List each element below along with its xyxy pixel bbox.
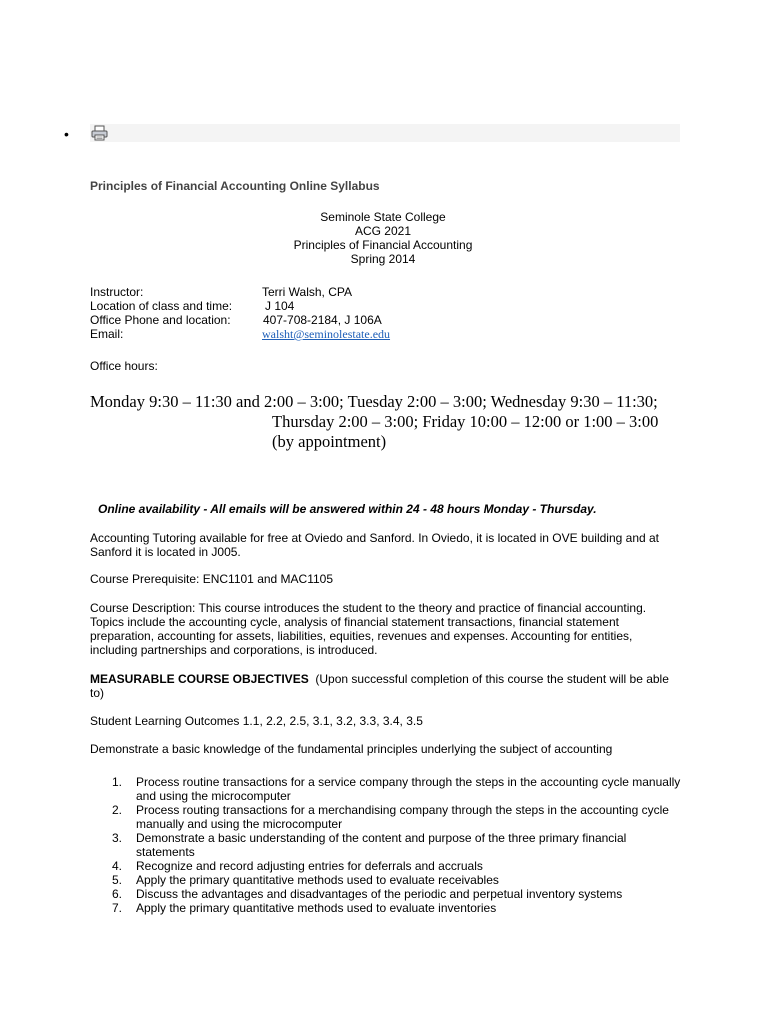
list-item xyxy=(90,873,690,887)
text-line: Accounting Tutoring available for free at Oviedo and Sanford. In Oviedo, it is located in OVE building and at xyxy=(90,531,660,545)
text-line: Process routing transactions for a merchandising company through the steps in the accounting cycle xyxy=(136,803,669,817)
bullet-marker: • xyxy=(64,126,69,142)
objectives-heading: MEASURABLE COURSE OBJECTIVES xyxy=(90,672,309,686)
college-name: Seminole State College xyxy=(320,210,446,224)
list-number: 4. xyxy=(112,859,123,873)
demonstrate-statement: Demonstrate a basic knowledge of the fundamental principles underlying the subject of accounting xyxy=(90,742,613,756)
objectives-note: (Upon successful completion of this course the student will be able xyxy=(315,672,669,686)
info-value: 407-708-2184, J 106A xyxy=(263,313,382,327)
tutoring-paragraph xyxy=(90,531,680,559)
text-line: and using the microcomputer xyxy=(136,789,291,803)
text-line: Discuss the advantages and disadvantages of the periodic and perpetual inventory systems xyxy=(136,887,623,901)
list-item xyxy=(90,831,690,859)
list-number: 2. xyxy=(112,803,123,817)
office-hours-line: (by appointment) xyxy=(272,432,387,451)
email-link[interactable]: walsht@seminolestate.edu xyxy=(262,327,391,341)
learning-outcomes: Student Learning Outcomes 1.1, 2.2, 2.5, 3.1, 3.2, 3.3, 3.4, 3.5 xyxy=(90,714,423,728)
course-code: ACG 2021 xyxy=(354,224,412,238)
text-line: statements xyxy=(136,845,195,859)
info-label: Email: xyxy=(90,327,124,341)
text-line: Process routine transactions for a service company through the steps in the accounting cycle manually xyxy=(136,775,681,789)
info-value: Terri Walsh, CPA xyxy=(262,285,353,299)
list-item xyxy=(90,775,690,803)
info-label: Instructor: xyxy=(90,285,144,299)
list-item xyxy=(90,803,690,831)
course-name: Principles of Financial Accounting xyxy=(293,238,473,252)
list-item xyxy=(90,859,690,873)
text-line: including partnerships and corporations, is introduced. xyxy=(90,643,378,657)
office-hours-line: Thursday 2:00 – 3:00; Friday 10:00 – 12:00 or 1:00 – 3:00 xyxy=(272,412,659,431)
text-line: Course Description: This course introduces the student to the theory and practice of financial accounting. xyxy=(90,601,647,615)
objectives-heading-block xyxy=(90,672,680,700)
text-line: Apply the primary quantitative methods used to evaluate receivables xyxy=(136,873,499,887)
availability-note: Online availability - All emails will be answered within 24 - 48 hours Monday - Thursday. xyxy=(98,502,597,516)
info-value: J 104 xyxy=(265,299,295,313)
objectives-note-cont: to) xyxy=(90,686,105,700)
info-label: Office Phone and location: xyxy=(90,313,231,327)
syllabus-title: Principles of Financial Accounting Online Syllabus xyxy=(90,179,380,193)
printer-icon[interactable] xyxy=(91,125,108,141)
info-label: Location of class and time: xyxy=(90,299,233,313)
course-header xyxy=(90,210,676,266)
prerequisite: Course Prerequisite: ENC1101 and MAC1105 xyxy=(90,572,334,586)
text-line: Sanford it is located in J005. xyxy=(90,545,241,559)
list-item xyxy=(90,901,690,915)
toolbar xyxy=(90,124,680,142)
text-line: Apply the primary quantitative methods used to evaluate inventories xyxy=(136,901,497,915)
objectives-list xyxy=(90,775,690,915)
text-line: Topics include the accounting cycle, analysis of financial statement transactions, financial statement xyxy=(90,615,619,629)
text-line: Recognize and record adjusting entries for deferrals and accruals xyxy=(136,859,483,873)
text-line: Demonstrate a basic understanding of the content and purpose of the three primary financial xyxy=(136,831,627,845)
text-line: preparation, accounting for assets, liabilities, equities, revenues and expenses. Accounting for entities, xyxy=(90,629,633,643)
list-item xyxy=(90,887,690,901)
list-number: 1. xyxy=(112,775,123,789)
text-line: manually and using the microcomputer xyxy=(136,817,343,831)
office-hours-line: Monday 9:30 – 11:30 and 2:00 – 3:00; Tuesday 2:00 – 3:00; Wednesday 9:30 – 11:30; xyxy=(90,392,658,411)
office-hours-label: Office hours: xyxy=(90,359,158,373)
list-number: 3. xyxy=(112,831,123,845)
list-number: 7. xyxy=(112,901,123,915)
term: Spring 2014 xyxy=(350,252,416,266)
course-description xyxy=(90,601,680,657)
list-number: 5. xyxy=(112,873,123,887)
list-number: 6. xyxy=(112,887,123,901)
